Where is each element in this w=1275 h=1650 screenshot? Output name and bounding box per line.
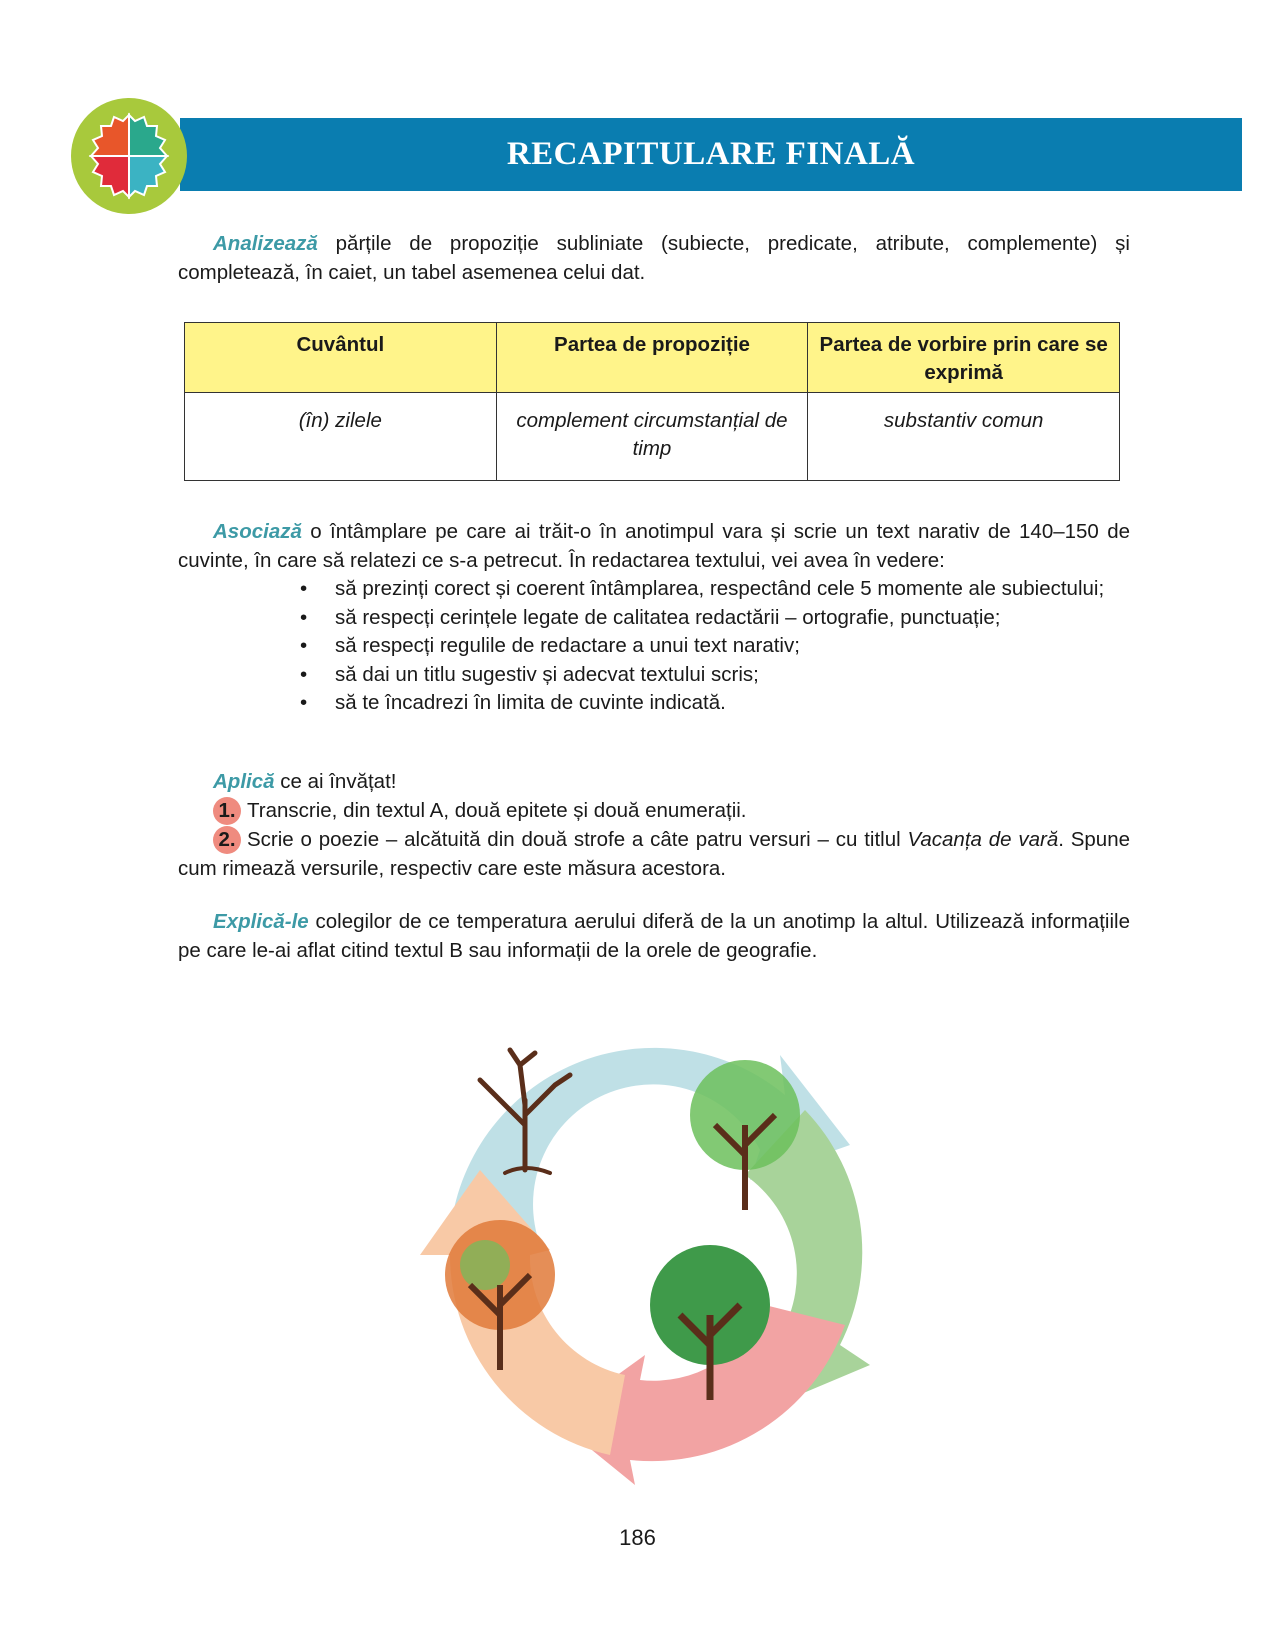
exercise-text: . Spune cum rimează versurile, respectiv care este măsura acestora.: [178, 828, 1131, 880]
exercise-1: [178, 797, 1130, 826]
table-cell: (în) zilele: [185, 393, 497, 481]
list-item: • să prezinți corect și coerent întâmplarea, respectând cele 5 momente ale subiectului;: [300, 575, 1130, 604]
keyword-asociaza: Asociază: [213, 520, 302, 543]
exercise-text: Transcrie, din textul A, două epitete și două enumerații.: [247, 799, 747, 822]
table-row: [185, 393, 1120, 481]
list-item: • să dai un titlu sugestiv și adecvat textului scris;: [300, 661, 1130, 690]
instruction-analizeaza: [178, 230, 1130, 287]
table-header-row: [185, 323, 1120, 393]
keyword-analizeaza: Analizează: [213, 232, 318, 255]
list-item: • să te încadrezi în limita de cuvinte indicată.: [300, 689, 1130, 718]
exercise-number-badge: 1.: [213, 797, 241, 825]
list-item: • să respecți cerințele legate de calitatea redactării – ortografie, punctuație;: [300, 604, 1130, 633]
instruction-text: o întâmplare pe care ai trăit-o în anotimpul vara și scrie un text narativ de 140–150 de cuvinte, în care să relatezi ce s-a petrecut. În redactarea textului, vei avea în vedere:: [178, 520, 1130, 572]
seasons-cycle-illustration: [410, 1005, 900, 1485]
instruction-explica: [178, 908, 1130, 965]
poem-title: Vacanța de vară: [907, 828, 1059, 851]
page-number: 186: [619, 1525, 656, 1550]
exercise-number-badge: 2.: [213, 826, 241, 854]
instruction-text: colegilor de ce temperatura aerului diferă de la un anotimp la altul. Utilizează informațiile pe care le-ai aflat citind textul B sau informații de la orele de geografie.: [178, 910, 1130, 962]
page-title: RECAPITULARE FINALĂ: [506, 136, 916, 172]
keyword-aplica: Aplică: [213, 770, 275, 793]
instruction-text: ce ai învățat!: [274, 770, 397, 793]
instruction-asociaza: [178, 518, 1130, 575]
requirements-list: [300, 575, 1130, 718]
table-cell: complement circumstanțial de timp: [496, 393, 808, 481]
column-header: Partea de vorbire prin care se exprimă: [808, 323, 1120, 393]
instruction-text: părțile de propoziție subliniate (subiecte, predicate, atribute, complemente) și completează, în caiet, un tabel asemenea celui dat.: [178, 232, 1130, 284]
column-header: Partea de propoziție: [496, 323, 808, 393]
puzzle-gear-icon: [70, 97, 188, 215]
list-item: • să respecți regulile de redactare a unui text narativ;: [300, 632, 1130, 661]
exercise-2: [178, 826, 1130, 883]
table-cell: substantiv comun: [808, 393, 1120, 481]
column-header: Cuvântul: [185, 323, 497, 393]
grammar-table: [184, 322, 1120, 481]
keyword-explica: Explică-le: [213, 910, 309, 933]
instruction-aplica: [178, 768, 1130, 797]
exercise-text: Scrie o poezie – alcătuită din două strofe a câte patru versuri – cu titlul: [247, 828, 908, 851]
